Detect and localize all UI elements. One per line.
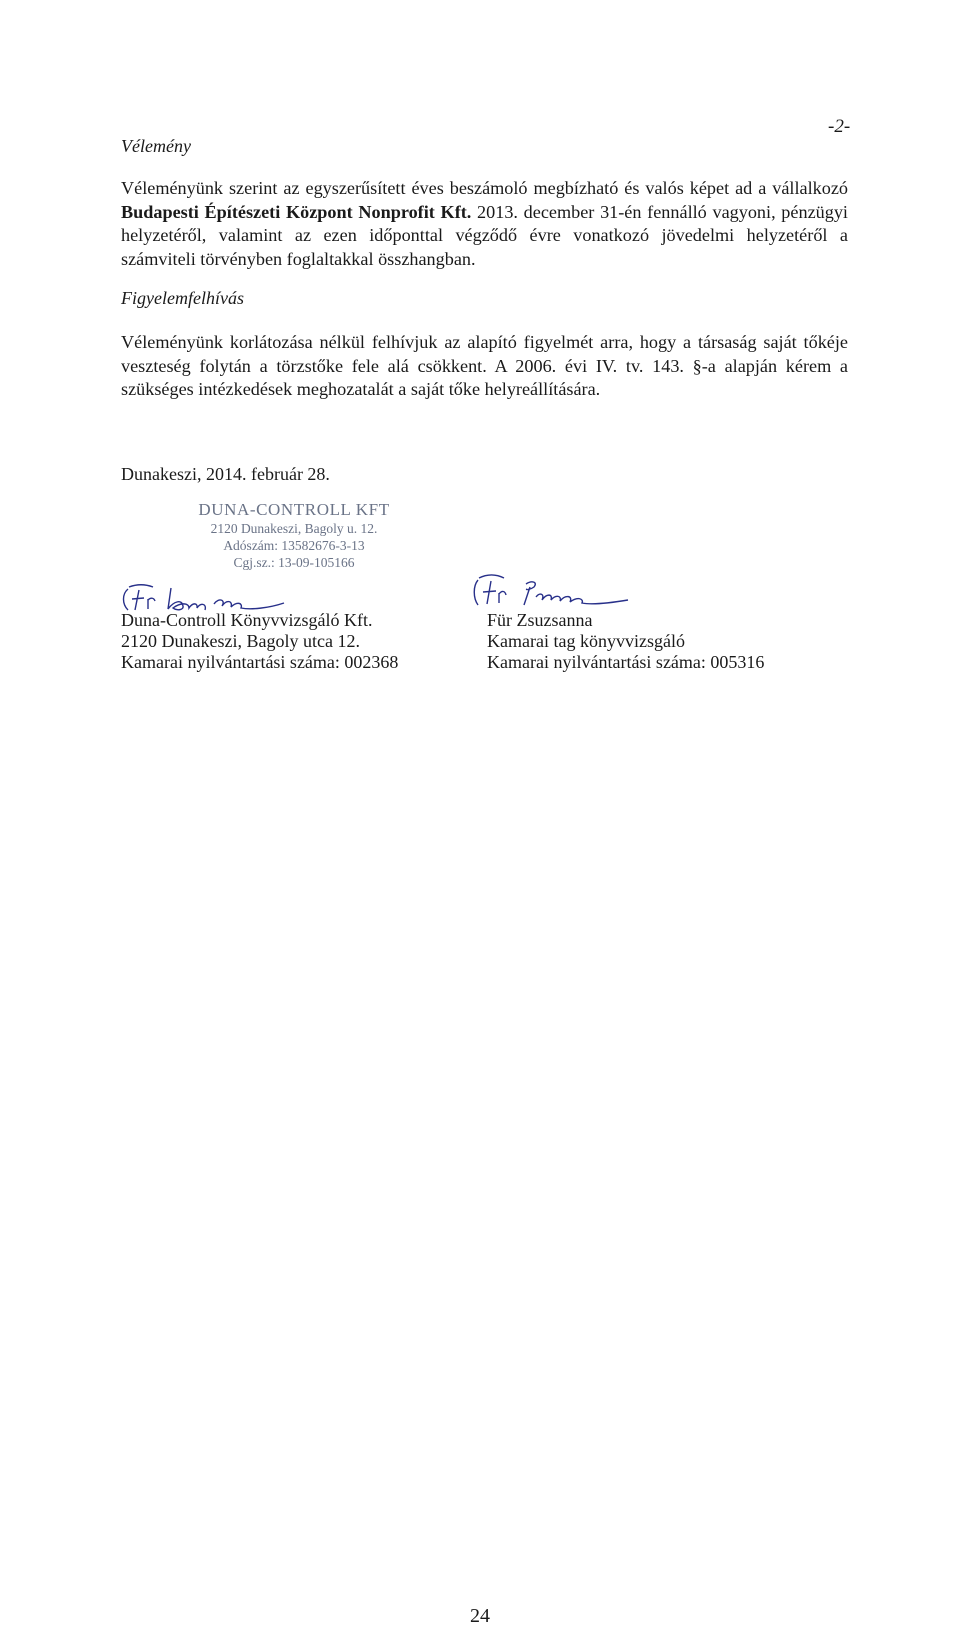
attention-paragraph: Véleményünk korlátozása nélkül felhívjuk az alapító figyelmét arra, hogy a társaság saját tőkéje veszteség folytán a törzstőke fele alá csökkent. A 2006. évi IV. tv. 143. §-a alapján kérem a szükséges intézkedések meghozatalát a saját tőke helyreállítására. <box>121 332 848 399</box>
signer-company-registration: Kamarai nyilvántartási száma: 002368 <box>121 652 399 672</box>
company-name: Budapesti Építészeti Központ Nonprofit Kft. <box>121 201 472 222</box>
stamp-tax-number: Adószám: 13582676-3-13 <box>223 538 365 553</box>
signature-right <box>470 572 645 612</box>
signer-auditor-title: Kamarai tag könyvvizsgáló <box>487 631 685 651</box>
section-heading-attention: Figyelemfelhívás <box>121 288 244 308</box>
stamp-registration: Cgj.sz.: 13-09-105166 <box>233 555 355 570</box>
place-date: Dunakeszi, 2014. február 28. <box>121 464 330 484</box>
page-number: 24 <box>470 1605 490 1627</box>
opinion-paragraph <box>121 177 848 271</box>
opinion-text-end: 2013. december 31-én fennálló vagyoni, pénzügyi helyzetéről, valamint az ezen időponttal végződő évre vonatkozó jövedelmi helyzetéről a számviteli törvényben foglaltakkal összhangban. <box>121 201 848 269</box>
section-heading-opinion: Vélemény <box>121 136 191 156</box>
stamp-address: 2120 Dunakeszi, Bagoly u. 12. <box>210 521 378 536</box>
signer-auditor-registration: Kamarai nyilvántartási száma: 005316 <box>487 652 765 672</box>
signer-block-auditor <box>487 610 764 673</box>
signer-auditor-name: Für Zsuzsanna <box>487 610 593 630</box>
opinion-text-start: Véleményünk szerint az egyszerűsített éves beszámoló megbízható és valós képet ad a vállalkozó <box>121 178 848 198</box>
signer-block-company <box>121 610 398 673</box>
stamp-company-name: DUNA-CONTROLL KFT <box>198 500 390 519</box>
company-stamp <box>183 500 405 571</box>
signer-company-address: 2120 Dunakeszi, Bagoly utca 12. <box>121 631 360 651</box>
signer-company-name: Duna-Controll Könyvvizsgáló Kft. <box>121 610 373 630</box>
page-marker: -2- <box>828 116 851 137</box>
